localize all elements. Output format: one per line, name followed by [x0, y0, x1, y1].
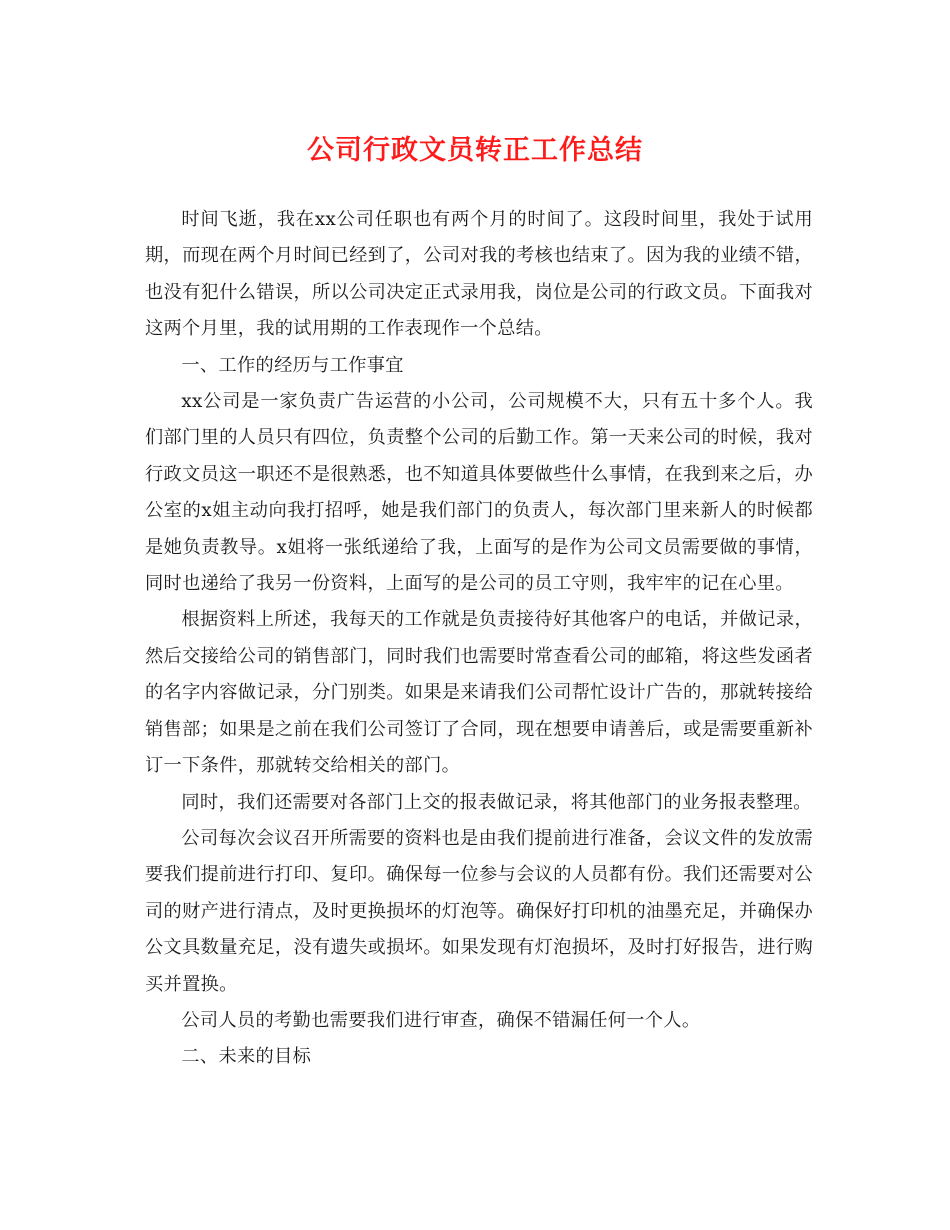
document-title: 公司行政文员转正工作总结	[307, 135, 643, 166]
paragraph-intro: 时间飞逝，我在xx公司任职也有两个月的时间了。这段时间里，我处于试用期，而现在两个月时间已经到了，公司对我的考核也结束了。因为我的业绩不错，也没有犯什么错误，所以公司决定正式录用我，岗位是公司的行政文员。下面我对这两个月里，我的试用期的工作表现作一个总结。	[145, 209, 813, 340]
paragraph-daily-work: 根据资料上所述，我每天的工作就是负责接待好其他客户的电话，并做记录，然后交接给公司的销售部门，同时我们也需要时常查看公司的邮箱，将这些发函者的名字内容做记录，分门别类。如果是来请我们公司帮忙设计广告的，那就转接给销售部；如果是之前在我们公司签订了合同，现在想要申请善后，或是需要重新补订一下条件，那就转交给相关的部门。	[145, 609, 813, 777]
document-body	[145, 202, 813, 1076]
section-heading-2: 二、未来的目标	[181, 1046, 312, 1068]
paragraph-attendance: 公司人员的考勤也需要我们进行审查，确保不错漏任何一个人。	[181, 1009, 701, 1031]
paragraph-company: xx公司是一家负责广告运营的小公司，公司规模不大，只有五十多个人。我们部门里的人员只有四位，负责整个公司的后勤工作。第一天来公司的时候，我对行政文员这一职还不是很熟悉，也不知道具体要做些什么事情，在我到来之后，办公室的x姐主动向我打招呼，她是我们部门的负责人，每次部门里来新人的时候都是她负责教导。x姐将一张纸递给了我，上面写的是作为公司文员需要做的事情，同时也递给了我另一份资料，上面写的是公司的员工守则，我牢牢的记在心里。	[145, 391, 813, 595]
paragraph-meetings: 公司每次会议召开所需要的资料也是由我们提前进行准备，会议文件的发放需要我们提前进行打印、复印。确保每一位参与会议的人员都有份。我们还需要对公司的财产进行清点，及时更换损坏的灯泡等。确保好打印机的油墨充足，并确保办公文具数量充足，没有遗失或损坏。如果发现有灯泡损坏，及时打好报告，进行购买并置换。	[145, 827, 813, 995]
section-heading-1: 一、工作的经历与工作事宜	[181, 354, 404, 376]
paragraph-reports: 同时，我们还需要对各部门上交的报表做记录，将其他部门的业务报表整理。	[181, 791, 812, 813]
